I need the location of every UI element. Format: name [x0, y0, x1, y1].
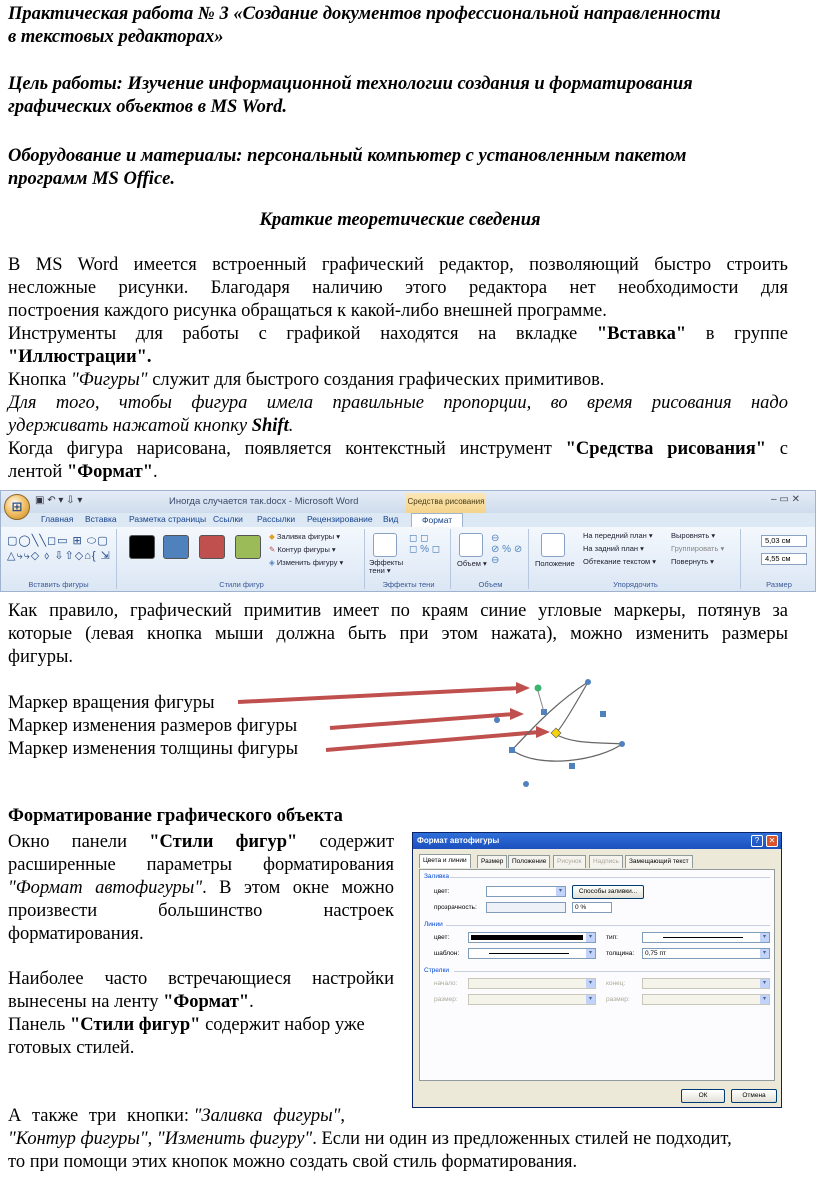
text-span: Окно панели [8, 832, 128, 852]
change-shape-button[interactable] [269, 558, 343, 567]
group-size [743, 529, 815, 589]
text-span: . [153, 462, 158, 482]
text-line: Как правило, графический примитив имеет по краям синие угловые маркеры, потянув за [8, 601, 788, 621]
shadow-nudge-icon[interactable]: ◻ ◻ ◻ % ◻ [409, 533, 441, 555]
tab-text-box[interactable]: Надпись [589, 855, 623, 868]
quick-access-toolbar[interactable]: ▣ ↶ ▾ ⇩ ▾ [35, 495, 83, 506]
marker-arrow-head [536, 726, 550, 738]
tab-view[interactable]: Вид [383, 514, 399, 524]
formatting-heading: Форматирование графического объекта [8, 806, 343, 826]
group-label: Стили фигур [219, 580, 264, 589]
line-color-select[interactable] [468, 932, 596, 943]
button-label: Изменить фигуру ▾ [276, 558, 344, 567]
formatting-paragraph-2 [8, 968, 394, 1014]
group-label: Упорядочить [613, 580, 658, 589]
shift-key-ref: Shift [251, 416, 289, 436]
drawing-tools-context-header: Средства рисования [406, 493, 486, 513]
fill-color-select[interactable] [486, 886, 566, 897]
text-span: А также три кнопки: [8, 1106, 190, 1126]
style-swatch-blue[interactable] [163, 535, 189, 559]
theory-paragraph-5 [8, 438, 788, 484]
autoshape-format-ref: "Формат автофигуры" [8, 878, 203, 898]
tab-layout[interactable]: Положение [508, 855, 550, 868]
resize-handle[interactable] [600, 711, 606, 717]
resize-handle[interactable] [523, 781, 529, 787]
marker-arrow-head [516, 682, 530, 694]
button-label: Заливка фигуры ▾ [276, 532, 340, 541]
line-type-preview [663, 937, 743, 938]
text-line: расширенные параметры форматирования [8, 855, 394, 875]
tab-references[interactable]: Ссылки [213, 514, 243, 524]
text-span: , [340, 1106, 345, 1126]
theory-heading: Краткие теоретические сведения [259, 210, 541, 230]
text-line: В MS Word имеется встроенный графический редактор, позволяющий быстро строить [8, 255, 788, 275]
fill-bucket-icon: ◆ [269, 532, 275, 541]
tab-size[interactable]: Размер [477, 855, 507, 868]
format-autoshape-dialog [412, 832, 782, 1108]
text-span: содержит [319, 832, 395, 852]
text-line: готовых стилей. [8, 1038, 135, 1058]
office-button-icon[interactable]: ⊞ [4, 494, 30, 520]
help-icon[interactable]: ? [751, 835, 763, 847]
ribbon-body [1, 527, 816, 592]
shadow-effects-label: Эффекты тени ▾ [369, 558, 404, 575]
align-button[interactable]: Выровнять ▾ [671, 531, 716, 540]
bring-to-front-button[interactable]: На передний план ▾ [583, 531, 653, 540]
window-title: Иногда случается так.docx - Microsoft Word [169, 496, 359, 507]
group-insert-shapes [1, 529, 117, 589]
markers-intro [8, 600, 788, 669]
resize-handle[interactable] [585, 679, 591, 685]
style-swatch-green[interactable] [235, 535, 261, 559]
text-line [8, 438, 788, 461]
group-arrange [531, 529, 741, 589]
shape-outline-button[interactable] [269, 545, 336, 554]
text-line [8, 831, 394, 854]
resize-handle[interactable] [494, 717, 500, 723]
text-span: Когда фигура нарисована, появляется контекстный инструмент [8, 439, 552, 459]
illustrations-group-ref: "Иллюстрации". [8, 347, 152, 367]
marker-arrow-line [326, 732, 540, 750]
colors-lines-panel [419, 869, 775, 1081]
line-type-select[interactable] [642, 932, 770, 943]
pencil-icon: ✎ [269, 545, 276, 554]
transparency-label: прозрачность: [434, 904, 477, 911]
shape-markers-diagram [0, 660, 816, 790]
3d-tilt-icon[interactable]: ⊖ ⊘ % ⊘ ⊖ [491, 533, 523, 566]
3d-effects-icon[interactable] [459, 533, 483, 557]
tab-review[interactable]: Рецензирование [307, 514, 373, 524]
line-pattern-preview [489, 953, 569, 954]
format-tab-ref: "Формат" [66, 462, 153, 482]
text-line: Наиболее часто встречающиеся настройки [8, 969, 394, 989]
spinner-icon: ▾ [760, 949, 769, 958]
shape-fill-button[interactable] [269, 532, 340, 541]
arrow-end-size-label: размер: [606, 996, 630, 1003]
chevron-down-icon: ▾ [760, 979, 769, 988]
format-tab-ref: "Формат" [163, 992, 250, 1012]
fill-section-label: Заливка [424, 873, 450, 880]
section-divider [446, 925, 770, 926]
group-3d-effects [453, 529, 529, 589]
goal-line: Цель работы: Изучение информационной технологии создания и форматирования [8, 74, 693, 94]
group-shadow-effects [367, 529, 451, 589]
line-pattern-label: шаблон: [434, 950, 460, 957]
insert-tab-ref: "Вставка" [596, 324, 687, 344]
fill-effects-button[interactable]: Способы заливки... [572, 885, 644, 899]
close-icon[interactable]: ✕ [766, 835, 778, 847]
title-line: Практическая работа № 3 «Создание документов профессиональной направленности [8, 4, 721, 24]
chevron-down-icon: ▾ [586, 979, 595, 988]
text-line: то при помощи этих кнопок можно создать свой стиль форматирования. [8, 1152, 578, 1172]
shape-width-input[interactable]: 4,55 см [761, 553, 807, 565]
text-span: . [288, 416, 294, 436]
text-span: с [779, 439, 789, 459]
tab-insert[interactable]: Вставка [85, 514, 117, 524]
text-span: в группе [705, 324, 789, 344]
formatting-paragraph-1 [8, 831, 394, 946]
text-line [8, 323, 788, 346]
arrow-begin-select[interactable] [468, 978, 596, 989]
shapes-button-ref: "Фигуры" [70, 370, 148, 390]
resize-handle[interactable] [619, 741, 625, 747]
line-color-preview [471, 935, 583, 940]
arrows-section-label: Стрелки [424, 967, 449, 974]
arrow-end-label: конец: [606, 980, 626, 987]
window-controls[interactable]: – ▭ ✕ [771, 494, 800, 505]
marker-arrows [238, 682, 550, 750]
text-line [8, 1105, 788, 1128]
tab-home[interactable]: Главная [41, 514, 74, 524]
line-color-label: цвет: [434, 934, 450, 941]
tab-colors-lines[interactable]: Цвета и линии [419, 854, 471, 868]
chevron-down-icon: ▾ [760, 995, 769, 1004]
line-weight-value: 0,75 пт [645, 950, 666, 957]
rotate-button[interactable]: Повернуть ▾ [671, 557, 714, 566]
button-label: Контур фигуры ▾ [277, 545, 336, 554]
shape-styles-ref: "Стили фигур" [69, 1015, 201, 1035]
practical-work-title [8, 3, 788, 49]
position-icon[interactable] [541, 533, 565, 557]
equipment [8, 145, 788, 191]
text-line: несложные рисунки. Благодаря наличию этого редактора нет необходимости для [8, 278, 788, 298]
tab-alt-text[interactable]: Замещающий текст [625, 855, 693, 868]
tab-page-layout[interactable]: Разметка страницы [129, 514, 207, 524]
text-line: Для того, чтобы фигура имела правильные пропорции, во время рисования надо [8, 393, 788, 413]
transparency-slider[interactable] [486, 902, 566, 913]
arrow-end-size-select[interactable] [642, 994, 770, 1005]
theory-paragraph-1 [8, 254, 788, 323]
group-label: Размер [766, 580, 792, 589]
title-line: в текстовых редакторах» [8, 27, 224, 47]
drawing-tools-ref: "Средства рисования" [565, 439, 766, 459]
style-swatch-black[interactable] [129, 535, 155, 559]
rotation-handle-stem [538, 691, 544, 712]
change-shape-icon: ◈ [269, 558, 275, 567]
goal-line: графических объектов в MS Word. [8, 97, 288, 117]
shapes-gallery-icon[interactable]: ▢◯╲╲◻▭ ⊞ ⬭▢△⤷⤷◇ ⬨ ⇩⇧◇⌂{ ⇲ [7, 535, 111, 562]
marker-arrow-head [510, 708, 524, 720]
text-span: удерживать нажатой кнопку [8, 416, 248, 436]
text-span: . [249, 992, 254, 1012]
3d-effects-label: Объем ▾ [457, 559, 487, 568]
cancel-button[interactable]: Отмена [731, 1089, 777, 1103]
chevron-down-icon: ▾ [586, 949, 595, 958]
text-line: построения каждого рисунка обращаться к какой-либо внешней программе. [8, 301, 607, 321]
resize-handle[interactable] [509, 747, 515, 753]
change-shape-ref: "Изменить фигуру" [156, 1129, 313, 1149]
tab-format[interactable]: Формат [411, 513, 463, 528]
shadow-effects-icon[interactable] [373, 533, 397, 557]
marker-arrow-line [330, 714, 514, 728]
shape-outline-ref: "Контур фигуры" [8, 1129, 148, 1149]
rotation-handle[interactable] [535, 685, 542, 692]
text-line: произвести большинство настроек [8, 901, 394, 921]
line-weight-label: толщина: [606, 950, 635, 957]
chevron-down-icon: ▾ [586, 933, 595, 942]
text-span: Инструменты для работы с графикой находятся на вкладке [8, 324, 578, 344]
text-line: фигуры. [8, 647, 74, 667]
arrow-begin-label: начало: [434, 980, 458, 987]
text-line: форматирования. [8, 924, 144, 944]
lines-section-label: Линии [424, 921, 443, 928]
text-span: Кнопка [8, 370, 67, 390]
ok-button[interactable]: ОК [681, 1089, 725, 1103]
text-span: . Если ни один из предложенных стилей не подходит, [312, 1129, 732, 1149]
position-label: Положение [535, 559, 575, 568]
shape-styles-ref: "Стили фигур" [149, 832, 298, 852]
text-line [8, 877, 394, 900]
shape-height-input[interactable]: 5,03 см [761, 535, 807, 547]
send-to-back-button[interactable]: На задний план ▾ [583, 544, 644, 553]
transparency-input[interactable]: 0 % [572, 902, 612, 913]
text-span: служит для быстрого создания графических примитивов. [152, 370, 605, 390]
section-divider [454, 971, 770, 972]
text-span: лентой [8, 462, 63, 482]
formatting-paragraph-3 [8, 1014, 394, 1060]
rotate-marker-label: Маркер вращения фигуры [8, 693, 215, 713]
dialog-title: Формат автофигуры [413, 833, 781, 849]
group-label: Вставить фигуры [28, 580, 89, 589]
line-pattern-select[interactable] [468, 948, 596, 959]
line-weight-input[interactable] [642, 948, 770, 959]
text-line: которые (левая кнопка мыши должна быть при этом нажата), можно изменить размеры [8, 624, 788, 644]
arrow-begin-size-select[interactable] [468, 994, 596, 1005]
text-span: , [147, 1129, 153, 1149]
text-wrapping-button[interactable]: Обтекание текстом ▾ [583, 557, 657, 566]
equipment-line: программ MS Office. [8, 169, 175, 189]
group-objects-button[interactable]: Группировать ▾ [671, 544, 725, 553]
text-span: . В этом окне можно [202, 878, 394, 898]
chevron-down-icon: ▾ [586, 995, 595, 1004]
group-label: Эффекты тени [382, 580, 435, 589]
group-shape-styles [119, 529, 365, 589]
tab-mailings[interactable]: Рассылки [257, 514, 296, 524]
crescent-shape [512, 682, 622, 761]
tab-picture[interactable]: Рисунок [553, 855, 586, 868]
theory-paragraph-4 [8, 392, 788, 438]
text-line [8, 1128, 788, 1151]
chevron-down-icon: ▾ [556, 887, 565, 896]
shape-fill-ref: "Заливка фигуры" [193, 1106, 341, 1126]
resize-marker-label: Маркер изменения размеров фигуры [8, 716, 298, 736]
word-ribbon-screenshot [0, 490, 816, 592]
chevron-down-icon: ▾ [760, 933, 769, 942]
line-type-label: тип: [606, 934, 618, 941]
ribbon-tabs [1, 513, 816, 527]
group-label: Объем [478, 580, 503, 589]
theory-paragraph-2 [8, 323, 788, 369]
text-span: вынесены на ленту [8, 992, 159, 1012]
marker-arrow-line [238, 688, 520, 702]
theory-paragraph-3 [8, 369, 788, 392]
resize-handle[interactable] [569, 763, 575, 769]
formatting-paragraph-4 [8, 1105, 788, 1174]
thickness-marker-label: Маркер изменения толщины фигуры [8, 739, 299, 759]
work-goal [8, 73, 788, 119]
text-span: Панель [8, 1015, 66, 1035]
section-divider [450, 877, 770, 878]
arrow-end-select[interactable] [642, 978, 770, 989]
text-span: содержит набор уже [205, 1015, 365, 1035]
arrow-begin-size-label: размер: [434, 996, 458, 1003]
fill-color-label: цвет: [434, 888, 450, 895]
equipment-line: Оборудование и материалы: персональный компьютер с установленным пакетом [8, 146, 687, 166]
style-swatch-red[interactable] [199, 535, 225, 559]
